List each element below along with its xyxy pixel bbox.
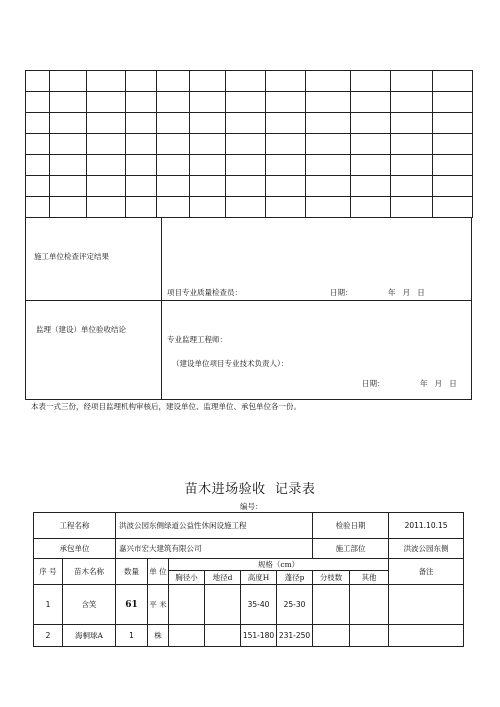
acceptance-divider-vertical — [161, 217, 162, 400]
row-2-height: 151-180 — [241, 625, 277, 647]
table-row — [26, 155, 473, 176]
contractor-value: 嘉兴市宏大建筑有限公司 — [116, 539, 313, 559]
header-no: 序 号 — [34, 559, 63, 585]
row-1-other — [350, 585, 389, 625]
date-label-1: 日期： — [330, 288, 353, 297]
row-2-unit: 株 — [148, 625, 169, 647]
inspection-date-label: 检验日期 — [313, 513, 389, 539]
table-row — [26, 134, 473, 155]
row-2-branches — [313, 625, 350, 647]
row-2-dbh — [169, 625, 205, 647]
row-2-no: 2 — [34, 625, 63, 647]
table-row — [26, 113, 473, 134]
header-branches: 分枝数 — [313, 571, 350, 585]
quality-inspector-line: 项目专业质量检查员： — [167, 288, 242, 297]
construction-site-label: 施工部位 — [313, 539, 389, 559]
supervisor-line: 专业监理工程师： — [167, 335, 227, 344]
row-2-crown: 231-250 — [277, 625, 313, 647]
row-2-name: 海桐球A — [63, 625, 116, 647]
row-1-ground-dia — [205, 585, 241, 625]
date-label-2: 日期： — [362, 379, 385, 388]
row-1-unit: 平 米 — [148, 585, 169, 625]
acceptance-block — [25, 217, 472, 400]
inspection-date-value: 2011.10.15 — [389, 513, 464, 539]
header-qty: 数量 — [116, 559, 148, 585]
header-spec: 规格（cm） — [169, 559, 389, 571]
owner-tech-line: （建设单位项目专业技术负责人）： — [172, 359, 289, 368]
table-row — [34, 625, 464, 647]
table-row — [26, 71, 473, 92]
date-ymd-1: 年 月 日 — [388, 288, 425, 297]
header-name: 苗木名称 — [63, 559, 116, 585]
row-1-name: 含笑 — [63, 585, 116, 625]
header-crown: 蓬径p — [277, 571, 313, 585]
row-2-other — [350, 625, 389, 647]
construction-site-value: 洪波公园东侧 — [389, 539, 464, 559]
acceptance-divider-horizontal — [25, 300, 472, 301]
header-other: 其他 — [350, 571, 389, 585]
header-height: 高度H — [241, 571, 277, 585]
row-2-qty: 1 — [116, 625, 148, 647]
record-title: 苗木进场验收 记录表 — [184, 482, 316, 497]
row-1-crown: 25-30 — [277, 585, 313, 625]
supervision-label: 监理（建设）单位验收结论 — [36, 325, 126, 334]
row-1-qty: 61 — [116, 585, 148, 625]
construction-check-label: 施工单位检查评定结果 — [34, 252, 109, 261]
table-row — [34, 539, 464, 559]
table-row — [26, 197, 473, 218]
table-row — [26, 92, 473, 113]
distribution-footnote: 本表一式三份，经项目监理机构审核后，建设单位、监理单位、承包单位各一份。 — [31, 402, 301, 411]
row-2-remark — [389, 625, 464, 647]
record-table — [33, 512, 464, 647]
row-1-branches — [313, 585, 350, 625]
record-number-label: 编号： — [240, 502, 263, 511]
project-name-label: 工程名称 — [34, 513, 116, 539]
row-1-no: 1 — [34, 585, 63, 625]
header-unit: 单 位 — [148, 559, 169, 585]
empty-grid-table — [25, 70, 473, 218]
table-row — [34, 559, 464, 571]
row-1-height: 35-40 — [241, 585, 277, 625]
table-row — [34, 585, 464, 625]
project-name-value: 洪波公园东侧绿道公益性休闲设施工程 — [116, 513, 313, 539]
table-row — [34, 513, 464, 539]
date-ymd-2: 年 月 日 — [420, 379, 457, 388]
contractor-label: 承包单位 — [34, 539, 116, 559]
header-ground-dia: 地径d — [205, 571, 241, 585]
row-1-dbh — [169, 585, 205, 625]
row-1-remark — [389, 585, 464, 625]
row-2-ground-dia — [205, 625, 241, 647]
header-dbh: 胸径小 — [169, 571, 205, 585]
table-row — [26, 176, 473, 197]
header-remark: 备注 — [389, 559, 464, 585]
